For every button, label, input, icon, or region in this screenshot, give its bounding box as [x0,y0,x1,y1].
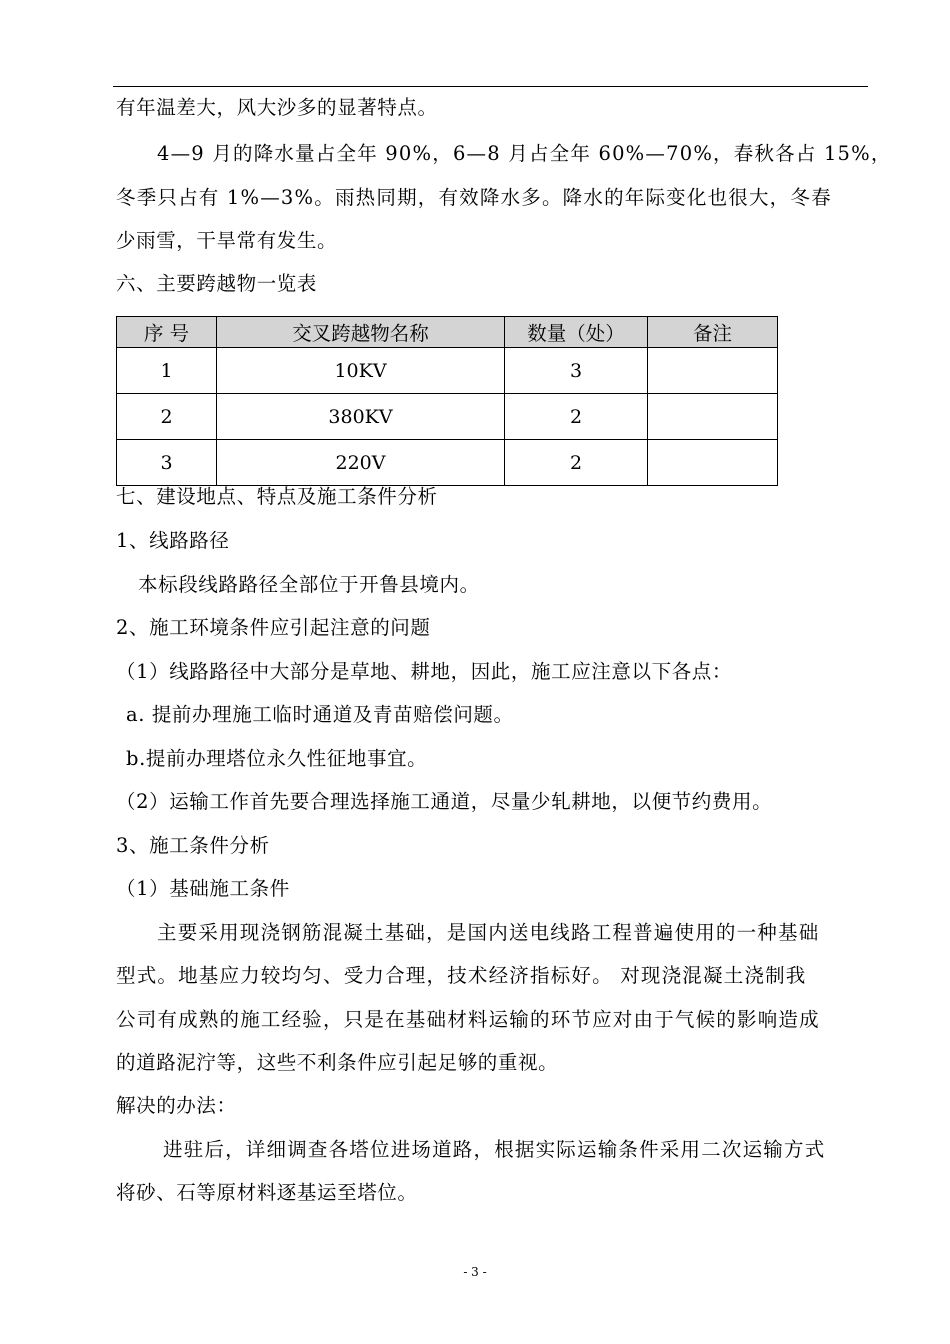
cell-count: 2 [505,394,648,440]
cell-count: 3 [505,348,648,394]
subheading-conditions: 3、施工条件分析 [116,834,270,857]
cell-name: 220V [217,440,505,486]
subheading-route: 1、线路路径 [116,529,230,552]
paragraph-rainfall-line1: 4—9 月的降水量占全年 90%，6—8 月占全年 60%—70%，春秋各占 15%， [157,142,892,165]
paragraph-rainfall-line2: 冬季只占有 1%—3%。雨热同期，有效降水多。降水的年际变化也很大，冬春 [116,186,832,209]
table-row [117,348,778,394]
table-row [117,394,778,440]
header-index: 序 号 [117,317,217,348]
cell-remark [648,440,778,486]
header-name: 交叉跨越物名称 [217,317,505,348]
paragraph-solution-line2: 将砂、石等原材料逐基运至塔位。 [116,1181,418,1204]
item-environment-2: （2）运输工作首先要合理选择施工通道，尽量少轧耕地，以便节约费用。 [116,790,773,813]
cell-count: 2 [505,440,648,486]
cell-name: 380KV [217,394,505,440]
heading-solution: 解决的办法： [116,1094,237,1117]
paragraph-foundation-line4: 的道路泥泞等，这些不利条件应引起足够的重视。 [116,1051,559,1074]
table-header-row [117,317,778,348]
item-conditions-1: （1）基础施工条件 [116,877,290,900]
paragraph-foundation-line2: 型式。地基应力较均匀、受力合理，技术经济指标好。 对现浇混凝土浇制我 [116,964,807,987]
paragraph-foundation-line3: 公司有成熟的施工经验，只是在基础材料运输的环节应对由于气候的影响造成 [116,1008,820,1031]
paragraph-route: 本标段线路路径全部位于开鲁县境内。 [138,573,480,596]
paragraph-rainfall-line3: 少雨雪，干旱常有发生。 [116,229,338,252]
cell-remark [648,348,778,394]
paragraph-foundation-line1: 主要采用现浇钢筋混凝土基础，是国内送电线路工程普遍使用的一种基础 [157,921,820,944]
cell-index: 3 [117,440,217,486]
cell-index: 1 [117,348,217,394]
header-remark: 备注 [648,317,778,348]
cell-remark [648,394,778,440]
heading-section-6: 六、主要跨越物一览表 [116,272,318,295]
heading-section-7: 七、建设地点、特点及施工条件分析 [116,485,438,508]
item-environment-a: a. 提前办理施工临时通道及青苗赔偿问题。 [126,703,514,726]
header-count: 数量（处） [505,317,648,348]
crossing-table [116,316,778,486]
paragraph-solution-line1: 进驻后，详细调查各塔位进场道路，根据实际运输条件采用二次运输方式 [163,1138,826,1161]
table-row [117,440,778,486]
cell-index: 2 [117,394,217,440]
page-number: - 3 - [463,1265,487,1279]
item-environment-b: b.提前办理塔位永久性征地事宜。 [126,747,428,770]
subheading-environment: 2、施工环境条件应引起注意的问题 [116,616,431,639]
cell-name: 10KV [217,348,505,394]
header-rule [113,86,868,87]
paragraph-climate-end: 有年温差大，风大沙多的显著特点。 [116,96,438,119]
item-environment-1: （1）线路路径中大部分是草地、耕地，因此，施工应注意以下各点： [116,660,733,683]
